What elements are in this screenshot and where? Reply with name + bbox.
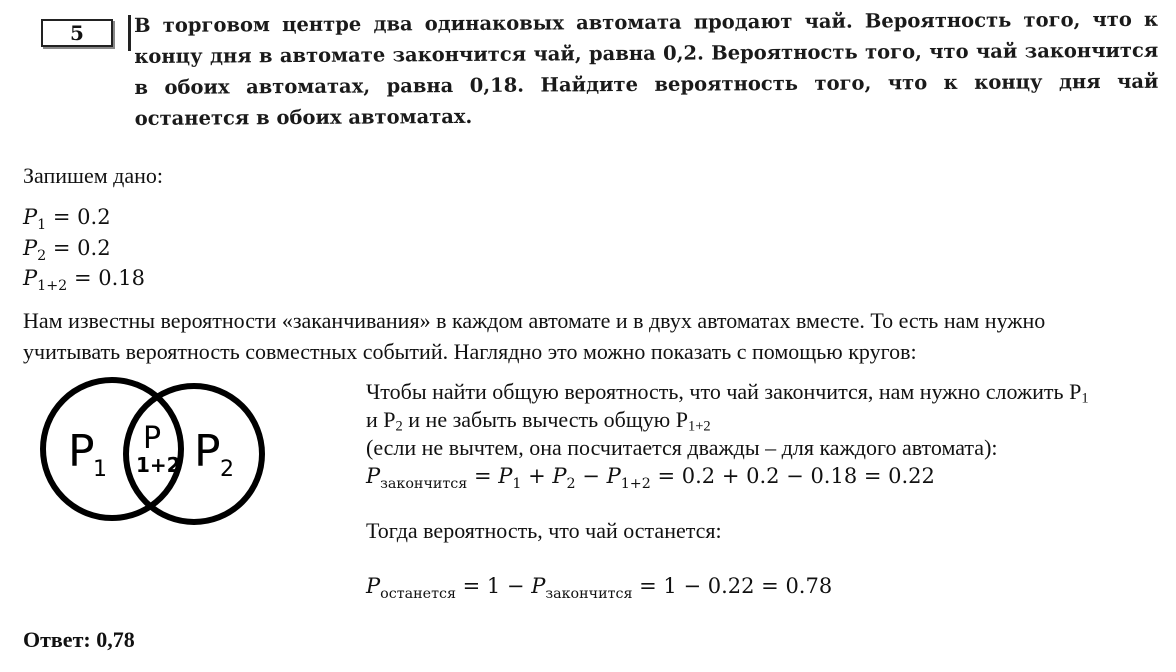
solution-text: и P [366, 407, 396, 432]
formula-sub: 1+2 [620, 475, 651, 492]
formula-sub: 2 [566, 475, 576, 492]
problem-statement: В торговом центре два одинаковых автомата продают чай. Вероятность того, что к концу дня в автомате закончится чай, равна 0,2. Вероятность того, что чай закончится в обоих автоматах, равна 0,18. Найдите вероятность того, что к концу дня чай останется в обоих автоматах. [134, 7, 1159, 130]
venn-diagram [30, 376, 280, 526]
problem-number-box [41, 19, 113, 47]
given-sub: 1 [37, 216, 47, 233]
given-var: P [23, 266, 38, 290]
given-sub: 2 [37, 247, 47, 264]
formula-remains: $P_{останется} = 1 - P_{закончится} = 1 - 0.22 = 0.78$ [366, 574, 833, 602]
formula-part: + [521, 464, 553, 488]
solution-sub: 1 [1081, 390, 1089, 407]
venn-sub-p12: 1+2 [136, 453, 181, 477]
explanation-line-1: Нам известны вероятности «заканчивания» в каждом автомате и в двух автоматах вместе. То есть нам нужно [23, 308, 1046, 333]
solution-text: и не забыть вычесть общую P [402, 407, 688, 432]
formula-part: − [575, 464, 607, 488]
formula-part: = 1 − 0.22 = 0.78 [632, 574, 833, 598]
solution-text: Чтобы найти общую вероятность, что чай закончится, нам нужно сложить P [366, 379, 1082, 404]
formula-part: = 1 − [455, 574, 532, 598]
given-var: P [23, 205, 38, 229]
formula-part: = 0.2 + 0.2 − 0.18 = 0.22 [650, 464, 935, 488]
venn-label-p1: P [68, 426, 95, 477]
answer [23, 625, 135, 655]
given-value: = 0.18 [73, 266, 145, 290]
formula-part: = [467, 464, 499, 488]
given-heading: Запишем дано: [23, 163, 164, 188]
solution-sub: 2 [395, 418, 403, 435]
problem-number-divider [128, 15, 131, 51]
formula-sub: закончится [380, 475, 468, 492]
given-var: P [23, 236, 38, 260]
given-line-p12 [23, 263, 145, 301]
venn-sub-p1: 1 [93, 457, 107, 482]
formula-sub: закончится [545, 585, 633, 602]
solution-line-3: (если не вычтем, она посчитается дважды – для каждого автомата): [366, 435, 998, 460]
given-value: = 0.2 [52, 236, 111, 260]
formula-sub: останется [380, 585, 456, 602]
formula-sub: 1 [512, 475, 522, 492]
solution-sub: 1+2 [687, 418, 711, 435]
answer-label: Ответ: 0,78 [23, 627, 135, 652]
given-value: = 0.2 [52, 205, 111, 229]
explanation-line-2: учитывать вероятность совместных событий. Наглядно это можно показать с помощью кругов: [23, 339, 917, 364]
venn-sub-p2: 2 [220, 457, 234, 482]
venn-label-p2: P [194, 426, 221, 477]
formula-finished: $P_{закончится} = P_1 + P_2 - P_{1+2} = 0.2 + 0.2 - 0.18 = 0.22$ [366, 464, 935, 492]
problem-number: 5 [70, 21, 84, 45]
given-sub: 1+2 [37, 277, 68, 294]
solution-line-4: Тогда вероятность, что чай останется: [366, 518, 722, 543]
venn-label-p12: P [143, 421, 162, 456]
